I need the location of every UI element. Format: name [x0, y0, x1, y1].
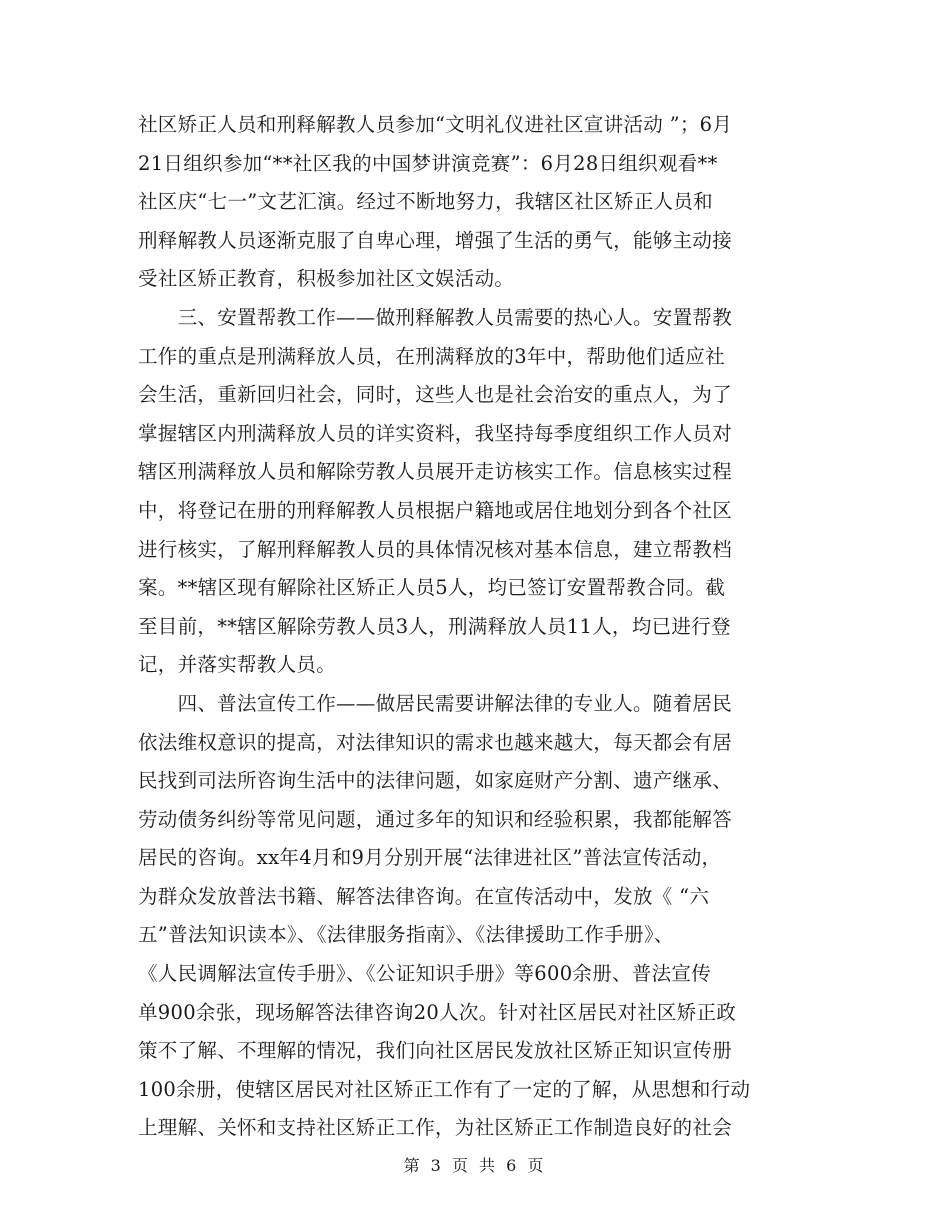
text-line: 工作的重点是刑满释放人员，在刑满释放的3年中，帮助他们适应社: [138, 344, 725, 368]
text-line: 依法维权意识的提高，对法律知识的需求也越来越大，每天都会有居: [138, 730, 733, 754]
text-line: 民找到司法所咨询生活中的法律问题，如家庭财产分割、遗产继承、: [138, 769, 733, 793]
text-line: 中，将登记在册的刑释解教人员根据户籍地或居住地划分到各个社区: [138, 498, 733, 522]
text-line: 社区庆“七一”文艺汇演。经过不断地努力，我辖区社区矫正人员和: [138, 190, 713, 214]
text-line: 受社区矫正教育，积极参加社区文娱活动。: [138, 267, 515, 291]
text-line: 策不了解、不理解的情况，我们向社区居民发放社区矫正知识宣传册: [138, 1039, 733, 1063]
text-line: 会生活，重新回归社会，同时，这些人也是社会治安的重点人，为了: [138, 383, 733, 407]
text-line: 掌握辖区内刑满释放人员的详实资料，我坚持每季度组织工作人员对: [138, 421, 733, 445]
document-body: [138, 106, 828, 1148]
text-line: 《人民调解法宣传手册》、《公证知识手册》等600余册、普法宣传: [138, 962, 712, 986]
text-line: 为群众发放普法书籍、解答法律咨询。在宣传活动中，发放《 “六: [138, 884, 710, 908]
text-line: 劳动债务纠纷等常见问题，通过多年的知识和经验积累，我都能解答: [138, 807, 733, 831]
text-line: 辖区刑满释放人员和解除劳教人员展开走访核实工作。信息核实过程: [138, 460, 733, 484]
text-line: 进行核实，了解刑释解教人员的具体情况核对基本信息，建立帮教档: [138, 537, 733, 561]
text-line: 五”普法知识读本》、《法律服务指南》、《法律援助工作手册》、: [138, 923, 674, 947]
text-line: 社区矫正人员和刑释解教人员参加“文明礼仪进社区宣讲活动 ”；6月: [138, 113, 733, 136]
text-line: 四、普法宣传工作——做居民需要讲解法律的专业人。随着居民: [138, 691, 733, 715]
text-line: 上理解、关怀和支持社区矫正工作，为社区矫正工作制造良好的社会: [138, 1116, 733, 1140]
text-line: 居民的咨询。xx年4月和9月分别开展“法律进社区”普法宣传活动，: [138, 846, 722, 870]
text-line: 21日组织参加“**社区我的中国梦讲演竞赛”：6月28日组织观看**: [138, 151, 718, 175]
text-line: 单900余张，现场解答法律咨询20人次。针对社区居民对社区矫正政: [138, 1000, 737, 1024]
text-line: 三、安置帮教工作——做刑释解教人员需要的热心人。安置帮教: [138, 305, 733, 329]
page-number-footer: 第 3 页 共 6 页: [403, 1156, 547, 1175]
text-line: 至目前，**辖区解除劳教人员3人，刑满释放人员11人，均已进行登: [138, 614, 731, 638]
text-line: 刑释解教人员逐渐克服了自卑心理，增强了生活的勇气，能够主动接: [138, 228, 733, 252]
text-line: 100余册，使辖区居民对社区矫正工作有了一定的了解，从思想和行动: [138, 1077, 751, 1101]
text-line: 记，并落实帮教人员。: [138, 653, 337, 677]
text-line: 案。**辖区现有解除社区矫正人员5人，均已签订安置帮教合同。截: [138, 576, 726, 600]
